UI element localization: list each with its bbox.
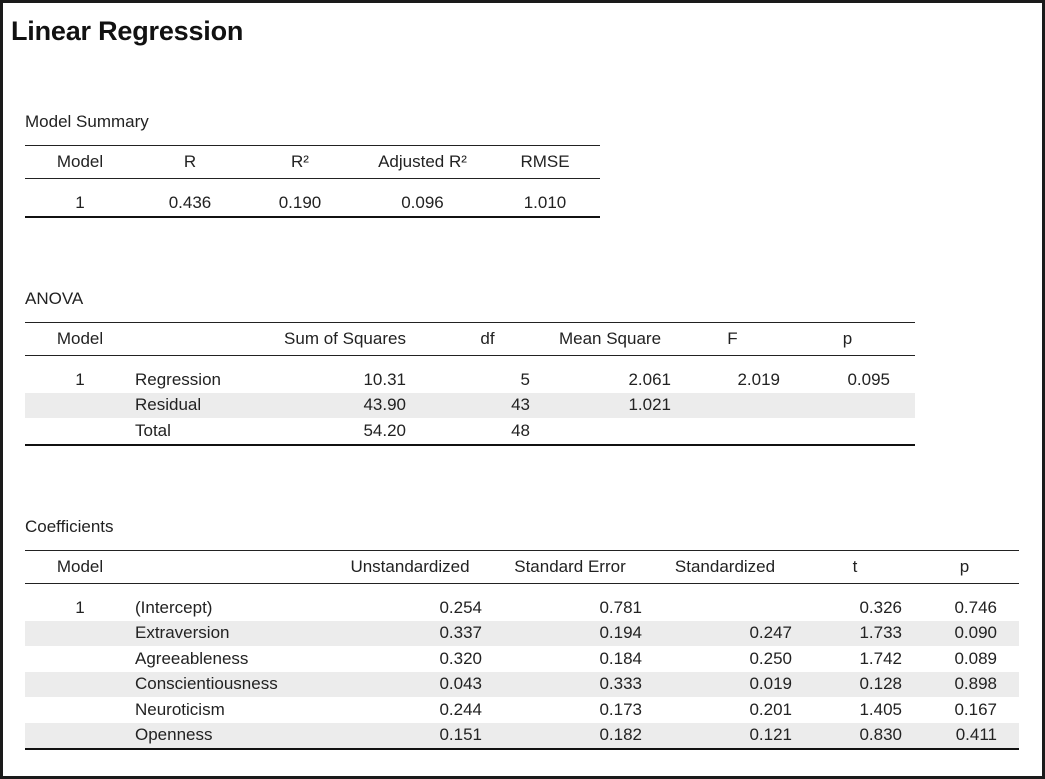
cell-mean-square: 2.061: [628, 369, 671, 389]
cell-t: 0.326: [859, 597, 902, 617]
cell-r-squared: 0.190: [245, 190, 355, 217]
cell-p: [780, 393, 915, 419]
cell-model: 1: [75, 597, 85, 617]
cell-standardized: 0.121: [650, 723, 800, 750]
model-summary-label: Model Summary: [25, 112, 149, 131]
cell-mean-square: 1.021: [535, 393, 685, 419]
cell-adjusted-r-squared: 0.096: [355, 190, 490, 217]
cell-standard-error: 0.182: [490, 723, 650, 750]
model-summary-table: [25, 145, 600, 218]
cell-term: Extraversion: [135, 621, 330, 647]
cell-p: [780, 418, 915, 445]
table-row: [25, 190, 600, 217]
cell-sum-of-squares: 10.31: [363, 369, 406, 389]
cell-f: [685, 418, 780, 445]
cell-p: 0.089: [954, 648, 997, 668]
header-p: p: [910, 551, 1019, 584]
cell-f: [685, 393, 780, 419]
cell-standard-error: 0.184: [599, 648, 642, 668]
cell-sum-of-squares: 54.20: [250, 418, 440, 445]
cell-t: 1.733: [800, 621, 910, 647]
table-row: [25, 595, 1019, 621]
cell-r: 0.436: [135, 190, 245, 217]
header-mean-square: Mean Square: [535, 323, 685, 356]
page-title: Linear Regression: [11, 16, 244, 46]
table-row: [25, 418, 915, 445]
cell-term: Residual: [135, 393, 250, 419]
cell-term: Regression: [135, 369, 221, 389]
cell-t: 0.128: [800, 672, 910, 698]
cell-p: 0.090: [910, 621, 1019, 647]
cell-model: [25, 621, 135, 647]
cell-df: 5: [520, 369, 530, 389]
cell-standardized: 0.201: [749, 699, 792, 719]
anova-table: [25, 322, 915, 446]
cell-standard-error: 0.781: [599, 597, 642, 617]
header-term: [135, 323, 250, 356]
table-row: [25, 367, 915, 393]
cell-model: [25, 418, 135, 445]
cell-unstandardized: 0.254: [439, 597, 482, 617]
cell-standard-error: 0.194: [490, 621, 650, 647]
cell-standard-error: 0.333: [490, 672, 650, 698]
cell-model: [25, 393, 135, 419]
header-sum-of-squares: Sum of Squares: [250, 323, 440, 356]
header-unstandardized: Unstandardized: [330, 551, 490, 584]
table-row: [25, 393, 915, 419]
cell-rmse: 1.010: [490, 190, 600, 217]
cell-model: [25, 723, 135, 750]
header-r-squared: R²: [245, 146, 355, 179]
cell-unstandardized: 0.320: [439, 648, 482, 668]
coefficients-label: Coefficients: [25, 517, 114, 536]
table-row: [25, 697, 1019, 723]
header-p: p: [780, 323, 915, 356]
cell-p: 0.746: [954, 597, 997, 617]
cell-model: 1: [25, 190, 135, 217]
cell-unstandardized: 0.043: [330, 672, 490, 698]
table-row: [25, 672, 1019, 698]
cell-sum-of-squares: 43.90: [250, 393, 440, 419]
cell-unstandardized: 0.337: [330, 621, 490, 647]
table-header-row: [25, 551, 1019, 584]
cell-t: 1.742: [859, 648, 902, 668]
cell-standardized: [650, 595, 800, 621]
header-term: [135, 551, 330, 584]
header-standardized: Standardized: [650, 551, 800, 584]
cell-model: 1: [75, 369, 85, 389]
cell-unstandardized: 0.151: [330, 723, 490, 750]
cell-p: 0.898: [910, 672, 1019, 698]
table-header-row: [25, 323, 915, 356]
table-row: [25, 621, 1019, 647]
cell-unstandardized: 0.244: [439, 699, 482, 719]
cell-df: 48: [440, 418, 535, 445]
cell-p: 0.411: [910, 723, 1019, 750]
header-model: Model: [25, 146, 135, 179]
table-row: [25, 646, 1019, 672]
header-rmse: RMSE: [490, 146, 600, 179]
cell-term: Total: [135, 418, 250, 445]
coefficients-table: [25, 550, 1019, 750]
cell-p: 0.167: [954, 699, 997, 719]
header-model: Model: [25, 323, 135, 356]
table-header-row: [25, 146, 600, 179]
cell-standardized: 0.247: [650, 621, 800, 647]
cell-term: Neuroticism: [135, 699, 225, 719]
cell-term: Conscientiousness: [135, 672, 330, 698]
header-df: df: [440, 323, 535, 356]
cell-term: Agreeableness: [135, 648, 249, 668]
header-adjusted-r-squared: Adjusted R²: [355, 146, 490, 179]
cell-df: 43: [440, 393, 535, 419]
header-f: F: [685, 323, 780, 356]
table-row: [25, 723, 1019, 750]
cell-p: 0.095: [847, 369, 890, 389]
header-model: Model: [25, 551, 135, 584]
cell-model: [25, 646, 135, 672]
header-r: R: [135, 146, 245, 179]
cell-mean-square: [535, 418, 685, 445]
cell-t: 0.830: [800, 723, 910, 750]
cell-t: 1.405: [859, 699, 902, 719]
cell-model: [25, 697, 135, 723]
cell-f: 2.019: [737, 369, 780, 389]
header-t: t: [800, 551, 910, 584]
header-standard-error: Standard Error: [490, 551, 650, 584]
cell-term: Openness: [135, 723, 330, 750]
anova-label: ANOVA: [25, 289, 84, 308]
cell-standardized: 0.019: [650, 672, 800, 698]
cell-term: (Intercept): [135, 597, 213, 617]
cell-standard-error: 0.173: [599, 699, 642, 719]
cell-model: [25, 672, 135, 698]
cell-standardized: 0.250: [749, 648, 792, 668]
